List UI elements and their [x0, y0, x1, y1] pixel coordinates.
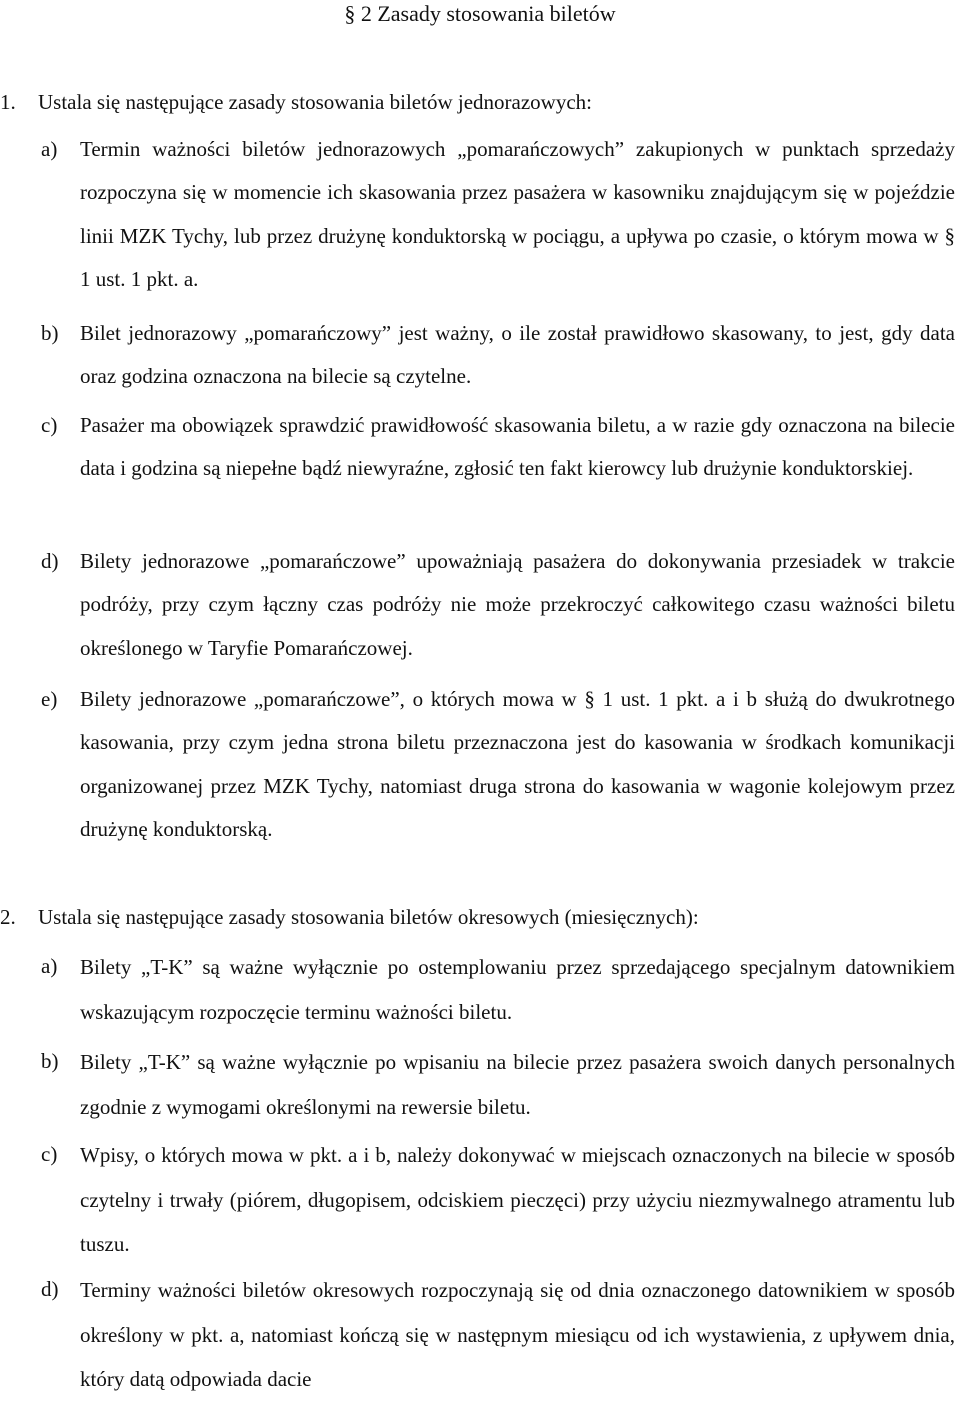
- page-heading: § 2 Zasady stosowania biletów: [344, 1, 616, 26]
- item-text: Bilety jednorazowe „pomarańczowe”, o których mowa w § 1 ust. 1 pkt. a i b służą do dwukrotnego kasowania, przy czym jedna strona biletu przeznaczona jest do kasowania w środkach komunikacji organizowanej przez MZK Tychy, natomiast druga strona do kasowania w wagonie kolejowym przez drużynę konduktorską.: [80, 687, 955, 841]
- item-text: Bilety „T-K” są ważne wyłącznie po ostemplowaniu przez sprzedającego specjalnym datownikiem wskazującym rozpoczęcie terminu ważności biletu.: [80, 955, 955, 1024]
- section-2-title: Ustala się następujące zasady stosowania biletów okresowych (miesięcznych):: [38, 905, 699, 929]
- item-letter: e): [41, 687, 58, 711]
- item-letter: d): [41, 549, 59, 573]
- item-text: Termin ważności biletów jednorazowych „pomarańczowych” zakupionych w punktach sprzedaży rozpoczyna się w momencie ich skasowania przez pasażera w kasowniku znajdującym się w pojeździe linii MZK Tychy, lub przez drużynę konduktorską w pociągu, a upływa po czasie, o którym mowa w § 1 ust. 1 pkt. a.: [80, 137, 955, 291]
- section-2-number: 2.: [0, 905, 16, 929]
- item-text: Bilety jednorazowe „pomarańczowe” upoważniają pasażera do dokonywania przesiadek w trakcie podróży, przy czym łączny czas podróży nie może przekroczyć całkowitego czasu ważności biletu określonego w Taryfie Pomarańczowej.: [80, 549, 955, 660]
- item-text: Bilety „T-K” są ważne wyłącznie po wpisaniu na bilecie przez pasażera swoich danych personalnych zgodnie z wymogami określonymi na rewersie biletu.: [80, 1050, 955, 1119]
- item-text: Wpisy, o których mowa w pkt. a i b, należy dokonywać w miejscach oznaczonych na bilecie w sposób czytelny i trwały (piórem, długopisem, odciskiem pieczęci) przy użyciu niezmywalnego atramentu lub tuszu.: [80, 1143, 955, 1256]
- item-letter: c): [41, 1142, 58, 1166]
- item-letter: a): [41, 954, 58, 978]
- section-1-title: Ustala się następujące zasady stosowania biletów jednorazowych:: [38, 90, 592, 114]
- section-1-number: 1.: [0, 90, 16, 114]
- item-letter: b): [41, 1049, 59, 1073]
- item-text: Terminy ważności biletów okresowych rozpoczynają się od dnia oznaczonego datownikiem w sposób określony w pkt. a, natomiast kończą się w następnym miesiącu od ich wystawienia, z upływem dnia, który datą odpowiada dacie: [80, 1278, 955, 1391]
- item-text: Bilet jednorazowy „pomarańczowy” jest ważny, o ile został prawidłowo skasowany, to jest, gdy data oraz godzina oznaczona na bilecie są czytelne.: [80, 321, 955, 389]
- item-letter: d): [41, 1277, 59, 1301]
- item-text: Pasażer ma obowiązek sprawdzić prawidłowość skasowania biletu, a w razie gdy oznaczona na bilecie data i godzina są niepełne bądź niewyraźne, zgłosić ten fakt kierowcy lub drużynie konduktorskiej.: [80, 413, 955, 481]
- item-letter: c): [41, 413, 58, 437]
- item-letter: a): [41, 137, 58, 161]
- item-letter: b): [41, 321, 59, 345]
